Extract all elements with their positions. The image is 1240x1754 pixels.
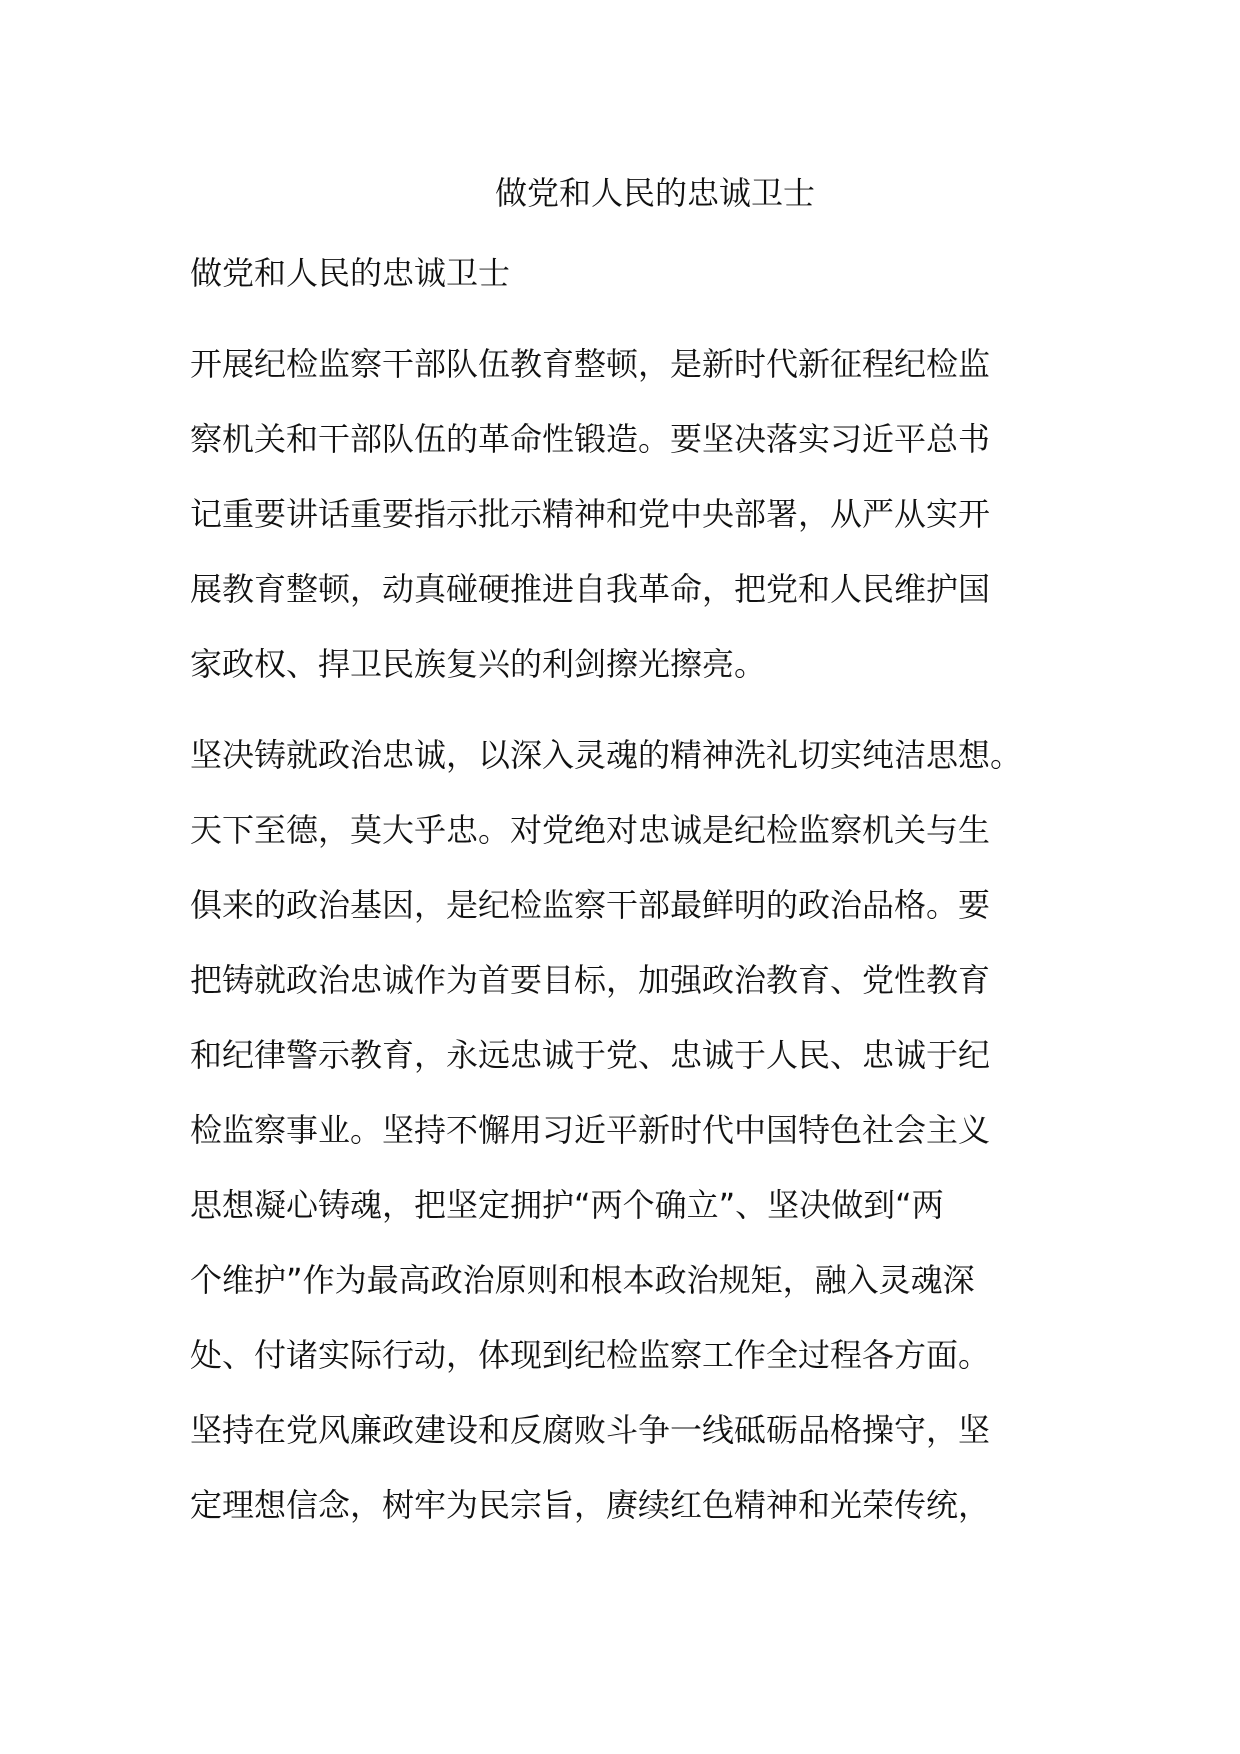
paragraph-line: 检监察事业。坚持不懈用习近平新时代中国特色社会主义 bbox=[190, 1111, 991, 1149]
document-title: 做党和人民的忠诚卫士 bbox=[494, 174, 815, 212]
paragraph-line: 俱来的政治基因，是纪检监察干部最鲜明的政治品格。要 bbox=[190, 886, 991, 924]
paragraph-line: 展教育整顿，动真碰硬推进自我革命，把党和人民维护国 bbox=[190, 570, 991, 608]
document-subtitle: 做党和人民的忠诚卫士 bbox=[190, 254, 511, 292]
paragraph-line: 开展纪检监察干部队伍教育整顿，是新时代新征程纪检监 bbox=[190, 345, 991, 383]
paragraph-2 bbox=[190, 718, 1070, 1543]
paragraph-line: 思想凝心铸魂，把坚定拥护“两个确立”、坚决做到“两 bbox=[190, 1186, 944, 1224]
paragraph-line: 记重要讲话重要指示批示精神和党中央部署，从严从实开 bbox=[190, 495, 991, 533]
paragraph-gap bbox=[190, 311, 1070, 327]
paragraph-line: 家政权、捍卫民族复兴的利剑擦光擦亮。 bbox=[190, 645, 767, 683]
paragraph-line: 处、付诸实际行动，体现到纪检监察工作全过程各方面。 bbox=[190, 1336, 991, 1374]
paragraph-line: 坚持在党风廉政建设和反腐败斗争一线砥砺品格操守，坚 bbox=[190, 1411, 991, 1449]
paragraph-line: 和纪律警示教育，永远忠诚于党、忠诚于人民、忠诚于纪 bbox=[190, 1036, 991, 1074]
paragraph-line: 察机关和干部队伍的革命性锻造。要坚决落实习近平总书 bbox=[190, 420, 991, 458]
paragraph-gap bbox=[190, 702, 1070, 718]
paragraph-line: 坚决铸就政治忠诚，以深入灵魂的精神洗礼切实纯洁思想。 bbox=[190, 736, 1023, 774]
paragraph-line: 把铸就政治忠诚作为首要目标，加强政治教育、党性教育 bbox=[190, 961, 991, 999]
paragraph-line: 定理想信念，树牢为民宗旨，赓续红色精神和光荣传统， bbox=[190, 1486, 991, 1524]
paragraph-1 bbox=[190, 327, 1070, 702]
paragraph-line: 天下至德，莫大乎忠。对党绝对忠诚是纪检监察机关与生 bbox=[190, 811, 991, 849]
document-body bbox=[190, 236, 1070, 1543]
paragraph-line: 个维护”作为最高政治原则和根本政治规矩，融入灵魂深 bbox=[190, 1261, 975, 1299]
